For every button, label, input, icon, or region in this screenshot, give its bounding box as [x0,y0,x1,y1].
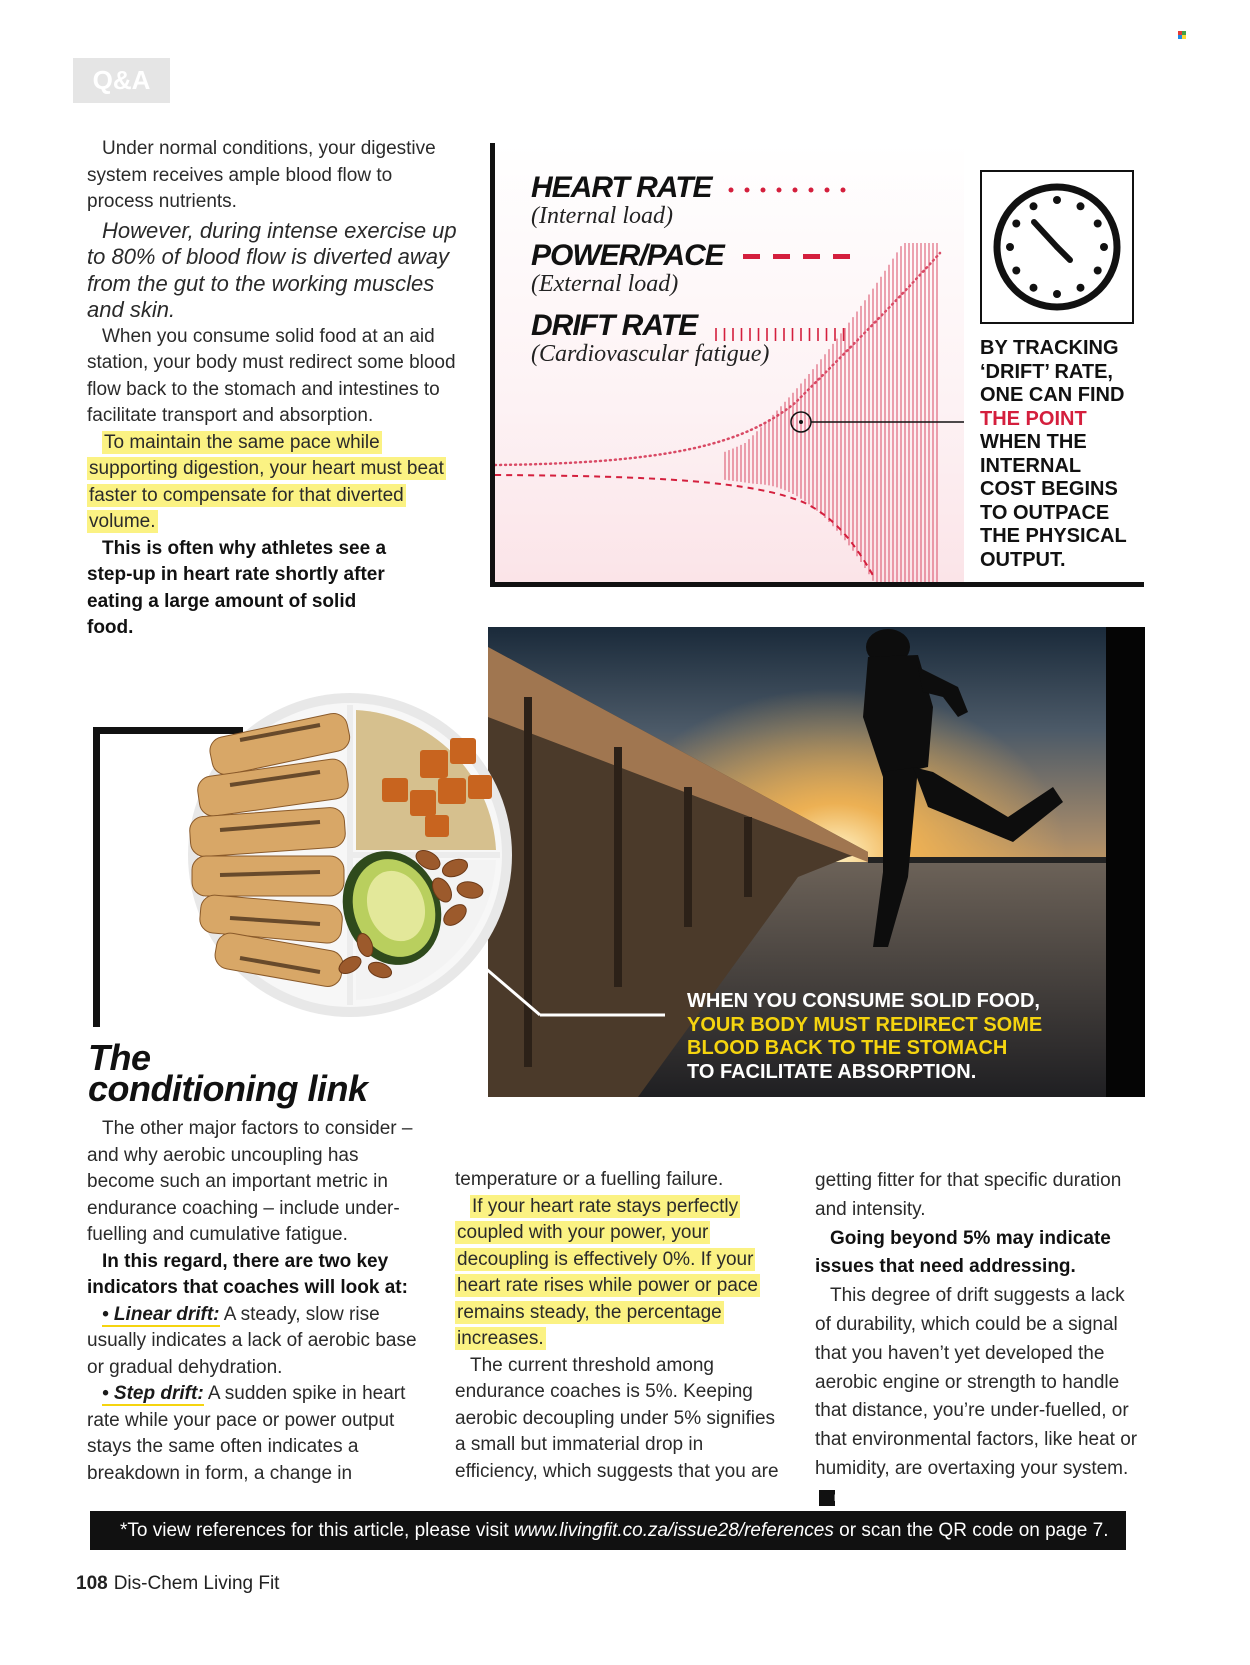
section-heading-line2: conditioning link [88,1068,368,1109]
legend-heart-rate-title: HEART RATE [531,171,712,204]
callout-line: THE PHYSICAL [980,525,1127,547]
references-post: or scan the QR code on page 7. [833,1520,1109,1541]
references-pre: *To view references for this article, please visit [120,1520,514,1541]
col-b-paragraph-3: The current threshold among endurance coaches is 5%. Keeping aerobic decoupling under 5% signifies a small but immaterial drop in efficiency, which suggests that you are [455,1354,779,1482]
col-b-paragraph-2 [455,1194,785,1353]
drift-ticks [725,243,937,582]
callout-line: ‘DRIFT’ RATE, [980,360,1113,383]
dotted-line-icon [727,185,847,195]
photo-caption [687,990,1107,1084]
col-c-paragraph-1: getting fitter for that specific duration and intensity. [815,1170,1122,1220]
intro-paragraph-3: When you consume solid food at an aid station, your body must redirect some blood flow back to the stomach and intestines to facilitate transport and absorption. [87,325,456,426]
intro-column [87,136,457,642]
caption-line: WHEN YOU CONSUME SOLID FOOD, [687,990,1040,1012]
step-drift-bullet [87,1381,417,1487]
photo-dark-edge [1106,627,1145,1097]
intro-paragraph-2: However, during intense exercise up to 80% of blood flow is diverted away from the gut to the working muscles and skin. [87,217,457,322]
callout-line: BY TRACKING [980,337,1119,359]
linear-drift-bullet [87,1302,417,1382]
callout-line: OUTPUT. [980,548,1066,571]
callout-line-emphasis: THE POINT [980,407,1087,430]
section-heading [88,1037,368,1109]
section-heading-line1: The [88,1037,151,1078]
page-footer [76,1573,279,1595]
column-c [815,1167,1145,1513]
column-a [87,1116,417,1487]
legend-power-pace-sub: (External load) [531,271,679,297]
legend-power-pace [531,241,724,297]
caption-line: TO FACILITATE ABSORPTION. [687,1060,977,1083]
col-c-paragraph-3-text: This degree of drift suggests a lack of durability, which could be a signal that you haven’t yet developed the aerobic engine or strength to handle that distance, you’re under-fuelled, or that environmental factors, like heat or humidity, are overtaxing your system. [815,1285,1138,1479]
clock-icon [982,172,1132,322]
step-drift-text: A sudden spike in heart rate while your pace or power output stays the same often indicates a breakdown in form, a change in [87,1383,406,1484]
caption-line-emphasis: BLOOD BACK TO THE STOMACH [687,1037,1008,1059]
callout-line: COST BEGINS [980,478,1118,500]
legend-heart-rate [531,173,712,229]
col-c-paragraph-3 [815,1282,1145,1512]
legend-drift-rate-title: DRIFT RATE [531,309,698,342]
food-plate-image [170,690,670,1040]
col-b-paragraph-1: temperature or a fuelling failure. [455,1169,724,1190]
highlighted-text: To maintain the same pace while supporting digestion, your heart must beat faster to compensate for that diverted volume. [89,431,444,532]
callout-line: INTERNAL [980,454,1082,477]
end-mark-badge: LF [819,1490,835,1506]
intro-paragraph-5: This is often why athletes see a step-up in heart rate shortly after eating a large amount of solid food. [87,537,387,638]
page-number: 108 [76,1573,108,1594]
linear-drift-label: • Linear drift: [102,1303,220,1325]
drift-chart [490,143,964,587]
step-drift-label: • Step drift: [102,1383,204,1404]
col-a-paragraph-1: The other major factors to consider – and why aerobic uncoupling has become such an important metric in endurance coaching – include under-fuelling and cumulative fatigue. [87,1118,413,1245]
clock-box [980,170,1134,324]
references-link[interactable]: www.livingfit.co.za/issue28/references [513,1520,834,1541]
col-c-paragraph-2: Going beyond 5% may indicate issues that need addressing. [815,1227,1111,1278]
publication-name: Dis-Chem Living Fit [113,1573,280,1594]
callout-line: WHEN THE [980,431,1087,453]
legend-drift-rate-sub: (Cardiovascular fatigue) [531,341,770,367]
chart-bottom-rule [959,582,1144,587]
callout-line: TO OUTPACE [980,501,1110,524]
intro-paragraph-4 [87,430,457,536]
corner-color-mark [1178,31,1186,39]
highlighted-text: If your heart rate stays perfectly coupled with your power, your decoupling is effectively 0%. If your heart rate rises while power or pace remains steady, the percentage increases. [457,1195,758,1349]
dashed-line-icon [743,252,853,262]
vertical-ticks-icon [713,327,853,343]
column-b [455,1167,785,1485]
references-bar [90,1511,1126,1550]
linear-drift-text: A steady, slow rise usually indicates a lack of aerobic base or gradual dehydration. [87,1303,417,1378]
drift-callout-text [980,337,1160,572]
plate-frame-vertical [93,727,100,1027]
legend-power-pace-title: POWER/PACE [531,239,724,272]
section-tag: Q&A [73,58,170,103]
callout-line: ONE CAN FIND [980,384,1125,406]
power-pace-curve [495,475,875,579]
intro-paragraph-1: Under normal conditions, your digestive system receives ample blood flow to process nutrients. [87,138,436,212]
col-a-paragraph-2: In this regard, there are two key indicators that coaches will look at: [87,1250,408,1298]
legend-heart-rate-sub: (Internal load) [531,203,673,229]
caption-line-emphasis: YOUR BODY MUST REDIRECT SOME [687,1013,1043,1036]
